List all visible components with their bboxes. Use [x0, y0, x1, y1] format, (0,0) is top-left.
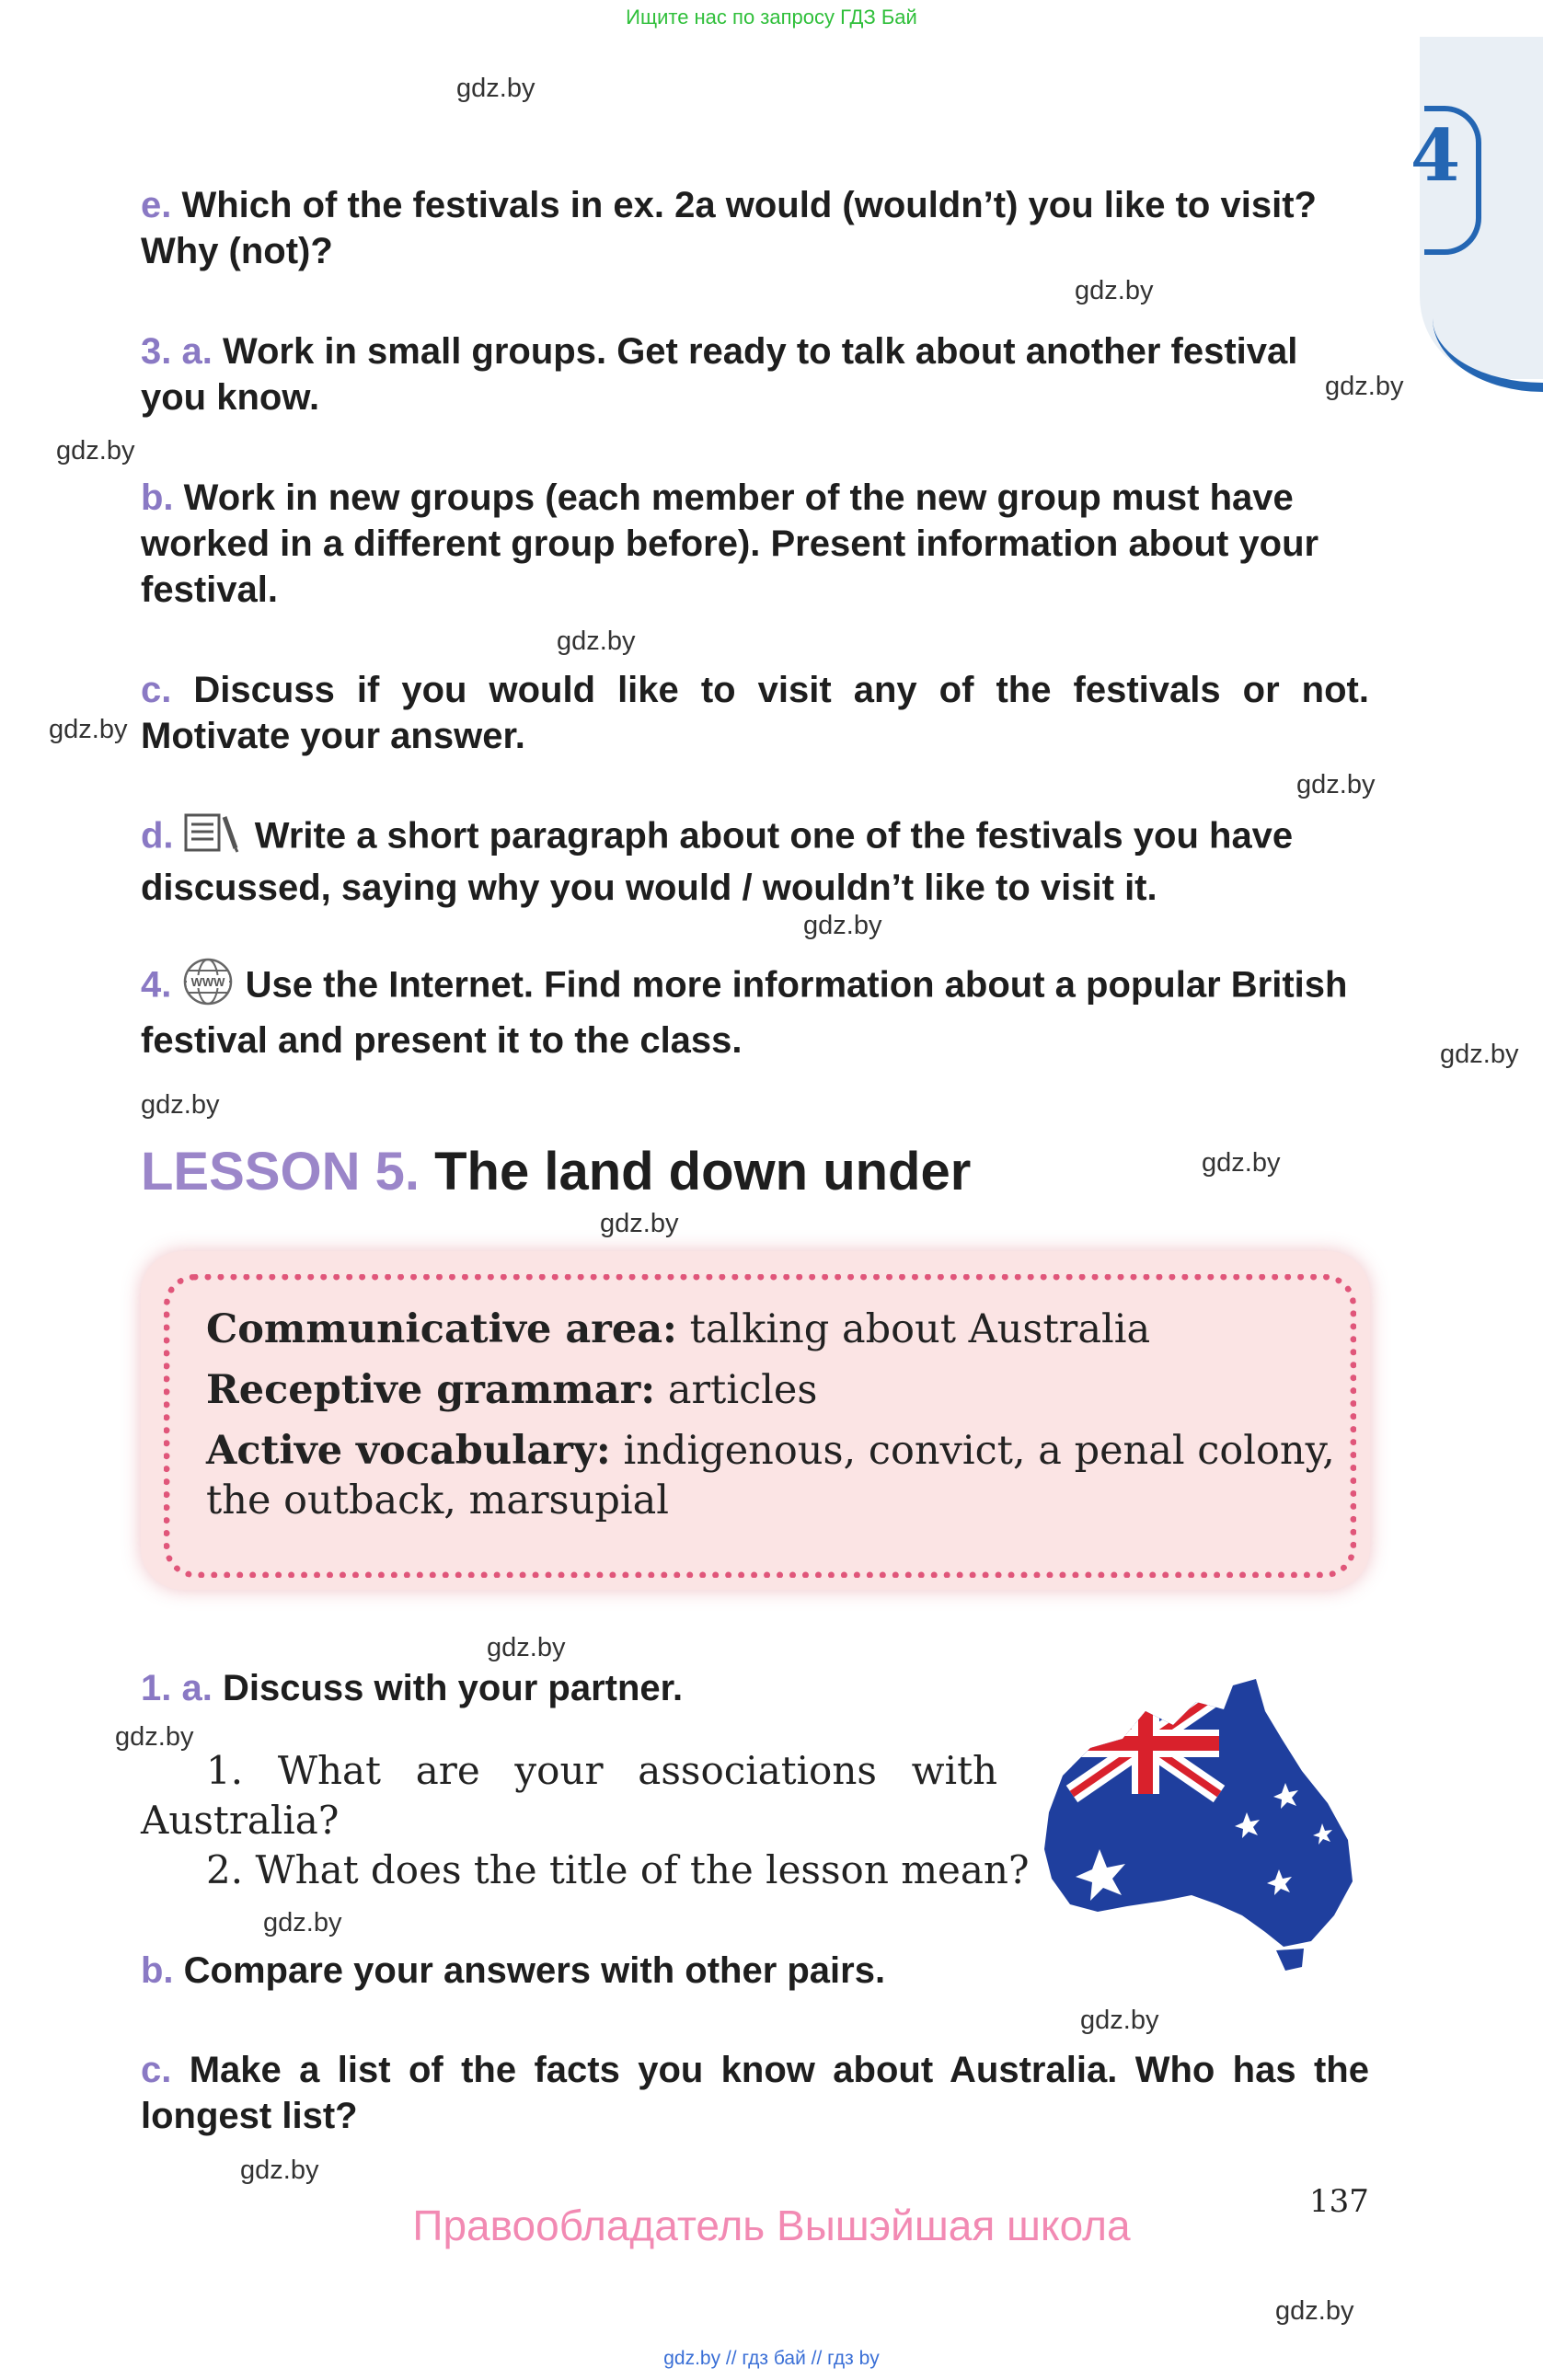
- lesson-number: LESSON 5.: [141, 1142, 420, 1201]
- watermark: gdz.by: [56, 436, 135, 466]
- exercise-label: b.: [141, 477, 174, 518]
- unit-tab-number: 4: [1410, 114, 1461, 198]
- exercise-label: c.: [141, 670, 172, 710]
- page-number: 137: [1309, 2183, 1369, 2220]
- objective-label: Communicative area:: [206, 1306, 677, 1352]
- exercise-label: d.: [141, 815, 174, 857]
- objective-label: Receptive grammar:: [206, 1367, 656, 1413]
- rights-holder: Правообладатель Вышэйшая школа: [412, 2202, 1131, 2249]
- exercise-text: Work in new groups (each member of the new group must have worked in a different group before). Present information about your festival.: [141, 477, 1319, 610]
- exercise-label: e.: [141, 185, 172, 225]
- watermark: gdz.by: [1325, 372, 1404, 401]
- exercise-3a: [141, 328, 1369, 420]
- exercise-3b: [141, 475, 1369, 613]
- exercise-text: Make a list of the facts you know about Australia. Who has the longest list?: [141, 2050, 1369, 2136]
- exercise-1b: [141, 1948, 1369, 1994]
- objective-grammar: [206, 1367, 1329, 1413]
- exercise-2e: [141, 182, 1369, 274]
- exercise-1c: [141, 2047, 1369, 2139]
- watermark: gdz.by: [1080, 2006, 1159, 2035]
- watermark: gdz.by: [1202, 1148, 1281, 1178]
- exercise-text: Write a short paragraph about one of the festivals you have discussed, saying why you would / wouldn’t like to visit it.: [141, 815, 1294, 908]
- objective-communicative: [206, 1306, 1329, 1352]
- question-number: 2.: [206, 1847, 244, 1892]
- question-text: What are your associations with: [277, 1748, 997, 1793]
- objective-label: Active vocabulary:: [206, 1428, 611, 1474]
- exercise-3c: [141, 667, 1369, 759]
- exercise-3d: [141, 811, 1369, 911]
- watermark: gdz.by: [487, 1633, 566, 1662]
- watermark: gdz.by: [1275, 2296, 1354, 2326]
- watermark: gdz.by: [1296, 770, 1376, 799]
- exercise-label: 1. a.: [141, 1668, 213, 1708]
- australia-flag-map-image: [1035, 1674, 1366, 1978]
- unit-tab-accent: [1433, 304, 1543, 392]
- objective-value: articles: [667, 1367, 818, 1413]
- exercise-label: b.: [141, 1950, 174, 1991]
- svg-text:WWW: WWW: [191, 975, 225, 989]
- exercise-text: Work in small groups. Get ready to talk about another festival you know.: [141, 331, 1298, 418]
- question-text: What does the title of the lesson mean?: [255, 1847, 1030, 1892]
- question-1-continued: Australia?: [141, 1798, 340, 1843]
- exercise-text: Compare your answers with other pairs.: [183, 1950, 886, 1991]
- watermark: gdz.by: [1075, 276, 1154, 305]
- objective-vocabulary-continued: the outback, marsupial: [206, 1477, 669, 1523]
- exercise-text: Which of the festivals in ex. 2a would (wouldn’t) you like to visit? Why (not)?: [141, 185, 1317, 271]
- question-1: [206, 1746, 997, 1796]
- exercise-label: 4.: [141, 964, 172, 1006]
- question-2: [206, 1845, 1030, 1895]
- exercise-text: Use the Internet. Find more information about a popular British festival and present it to the class.: [141, 964, 1348, 1061]
- watermark: gdz.by: [141, 1090, 220, 1120]
- watermark: gdz.by: [1440, 1040, 1519, 1069]
- watermark: gdz.by: [557, 627, 636, 656]
- exercise-4: [141, 957, 1369, 1064]
- exercise-label: 3. a.: [141, 331, 213, 372]
- lesson-title: The land down under: [434, 1142, 972, 1201]
- globe-www-icon: [181, 957, 235, 1018]
- objective-value: indigenous, convict, a penal colony,: [623, 1428, 1335, 1474]
- watermark: gdz.by: [240, 2156, 319, 2185]
- watermark: gdz.by: [263, 1908, 342, 1937]
- writing-icon: [184, 811, 245, 865]
- exercise-label: c.: [141, 2050, 172, 2090]
- exercise-text: Discuss with your partner.: [222, 1668, 684, 1708]
- watermark: gdz.by: [456, 74, 535, 103]
- lesson-heading: [141, 1141, 971, 1202]
- footer-links[interactable]: gdz.by // гдз бай // гдз by: [663, 2348, 880, 2369]
- top-banner[interactable]: Ищите нас по запросу ГДЗ Бай: [626, 6, 917, 29]
- watermark: gdz.by: [49, 715, 128, 744]
- watermark: gdz.by: [803, 911, 882, 940]
- exercise-text: Discuss if you would like to visit any of the festivals or not. Motivate your answer.: [141, 670, 1369, 756]
- watermark: gdz.by: [115, 1722, 194, 1752]
- watermark: gdz.by: [600, 1209, 679, 1238]
- objective-value: talking about Australia: [689, 1306, 1151, 1352]
- question-number: 1.: [206, 1748, 244, 1793]
- objective-vocabulary: [206, 1428, 1335, 1474]
